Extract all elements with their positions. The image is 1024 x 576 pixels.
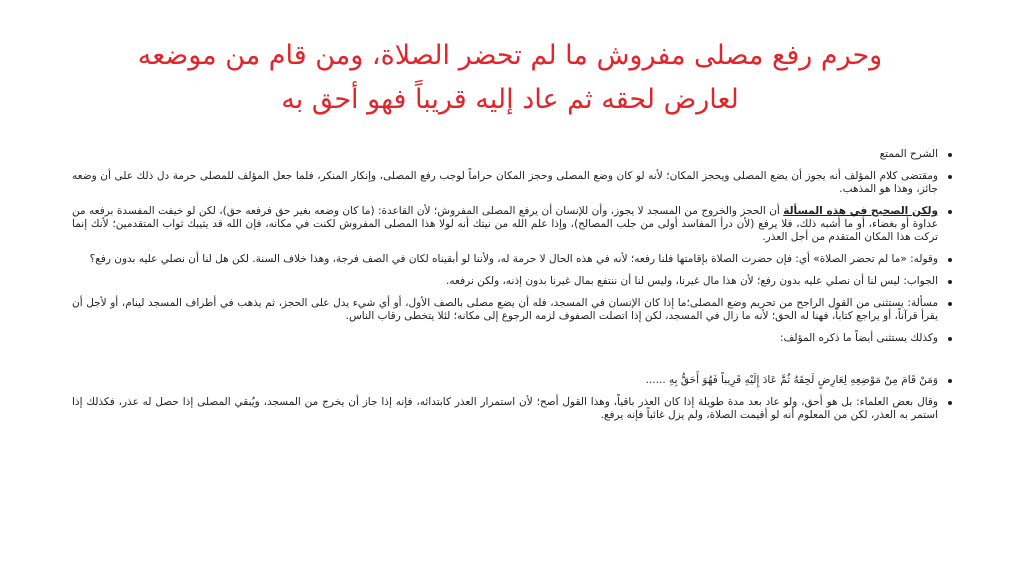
quoted-matn: وَمَنْ قَامَ مِنْ مَوْضِعِهِ لِعَارِضٍ لَحِقَهُ ثُمَّ عَادَ إِلَيْهِ قَرِيباً فَهُوَ أَحَقُّ بِهِ ......	[645, 374, 938, 386]
list-item	[72, 253, 952, 266]
list-item	[72, 170, 952, 196]
bullet-icon	[948, 337, 952, 341]
title-line-1: وحرم رفع مصلى مفروش ما لم تحضر الصلاة، ومن قام من موضعه	[137, 40, 883, 71]
bullet-icon	[948, 302, 952, 306]
list-item	[72, 205, 952, 244]
list-spacer	[72, 354, 952, 374]
bullet-icon	[948, 210, 952, 214]
paragraph-text: وقال بعض العلماء: بل هو أحق، ولو عاد بعد مدة طويلة إذا كان العذر باقياً، وهذا القول أصح؛ لأن استمرار العذر كابتدائه، فإنه إذا جاز أن يخرج من المسجد، ويُبقي المصلى إذا حصل له عذر، فكذلك إذا استمر به العذر، لكن من المعلوم أنه لو أقيمت الصلاة، ولم يزل غائباً فإنه يرفع.	[72, 396, 938, 421]
paragraph-text: وقوله: «ما لم تحضر الصلاة» أي: فإن حضرت الصلاة بإقامتها فلنا رفعه؛ لأنه في هذه الحال لا حرمة له، ولأننا لو أبقيناه لكان في الصف فرجة، وهذا خلاف السنة. لكن هل لنا أن نصلي عليه بدون رفع؟	[89, 253, 938, 265]
paragraph-text: الشرح الممتع	[879, 148, 938, 160]
bullet-icon	[948, 280, 952, 284]
slide-title	[110, 34, 910, 122]
list-item	[72, 396, 952, 422]
paragraph-text: وكذلك يستثنى أيضاً ما ذكره المؤلف:	[779, 332, 938, 344]
list-item	[72, 148, 952, 161]
paragraph-text: أن الحجز والخروج من المسجد لا يجوز، وأن للإنسان أن يرفع المصلى المفروش؛ لأن القاعدة: (ما كان وضعه بغير حق فرفعه حق)، لكن لو خيفت المفسدة برفعه من عداوة أو بغضاء، أو ما أشبه ذلك، فلا يرفع (لأن درأ المفاسد أولى من جلب المصالح)، وإذا علم الله من نيتك أنه لولا هذا المصلى المفروش لكنت في مكانه، فإن الله قد يثيبك ثواب المتقدمين؛ لأنك إنما تركت هذا المكان المتقدم من أجل العذر.	[72, 205, 938, 243]
paragraph-text: مسألة: يستثنى من القول الراجح من تحريم وضع المصلى؛ما إذا كان الإنسان في المسجد، فله أن يضع مصلى بالصف الأول، أو أي شيء يدل على الحجز، ثم يذهب في أطراف المسجد لينام، أو لأجل أن يقرأ قرآناً، أو يراجع كتاباً، فهنا له الحق؛ لأنه ما زال في المسجد، لكن إذا اتصلت الصفوف لزمه الرجوع إلى مكانه؛ لئلا يتخطى رقاب الناس.	[72, 297, 938, 322]
bullet-icon	[948, 153, 952, 157]
bullet-icon	[948, 379, 952, 383]
paragraph-text: ومقتضى كلام المؤلف أنه يجوز أن يضع المصلى ويحجز المكان؛ لأنه لو كان وضع المصلى وحجز المكان حراماً لوجب رفع المصلى، وإنكار المنكر، فلما جعل المؤلف للمصلى حرمة دل ذلك على أن وضعه جائز، وهذا هو المذهب.	[72, 170, 938, 195]
list-item	[72, 275, 952, 288]
content-body	[72, 148, 952, 431]
list-item	[72, 374, 952, 387]
bullet-icon	[948, 175, 952, 179]
paragraph-lead: ولكن الصحيح في هذه المسألة	[783, 205, 938, 217]
paragraph-text: الجواب: ليس لنا أن نصلي عليه بدون رفع؛ لأن هذا مال غيرنا، وليس لنا أن ننتفع بمال غيرنا بدون إذنه، ولكن نرفعه.	[446, 275, 938, 287]
bullet-list	[72, 148, 952, 422]
list-item	[72, 332, 952, 345]
title-line-2: لعارض لحقه ثم عاد إليه قريباً فهو أحق به	[281, 84, 739, 115]
list-item	[72, 297, 952, 323]
bullet-icon	[948, 401, 952, 405]
bullet-icon	[948, 258, 952, 262]
